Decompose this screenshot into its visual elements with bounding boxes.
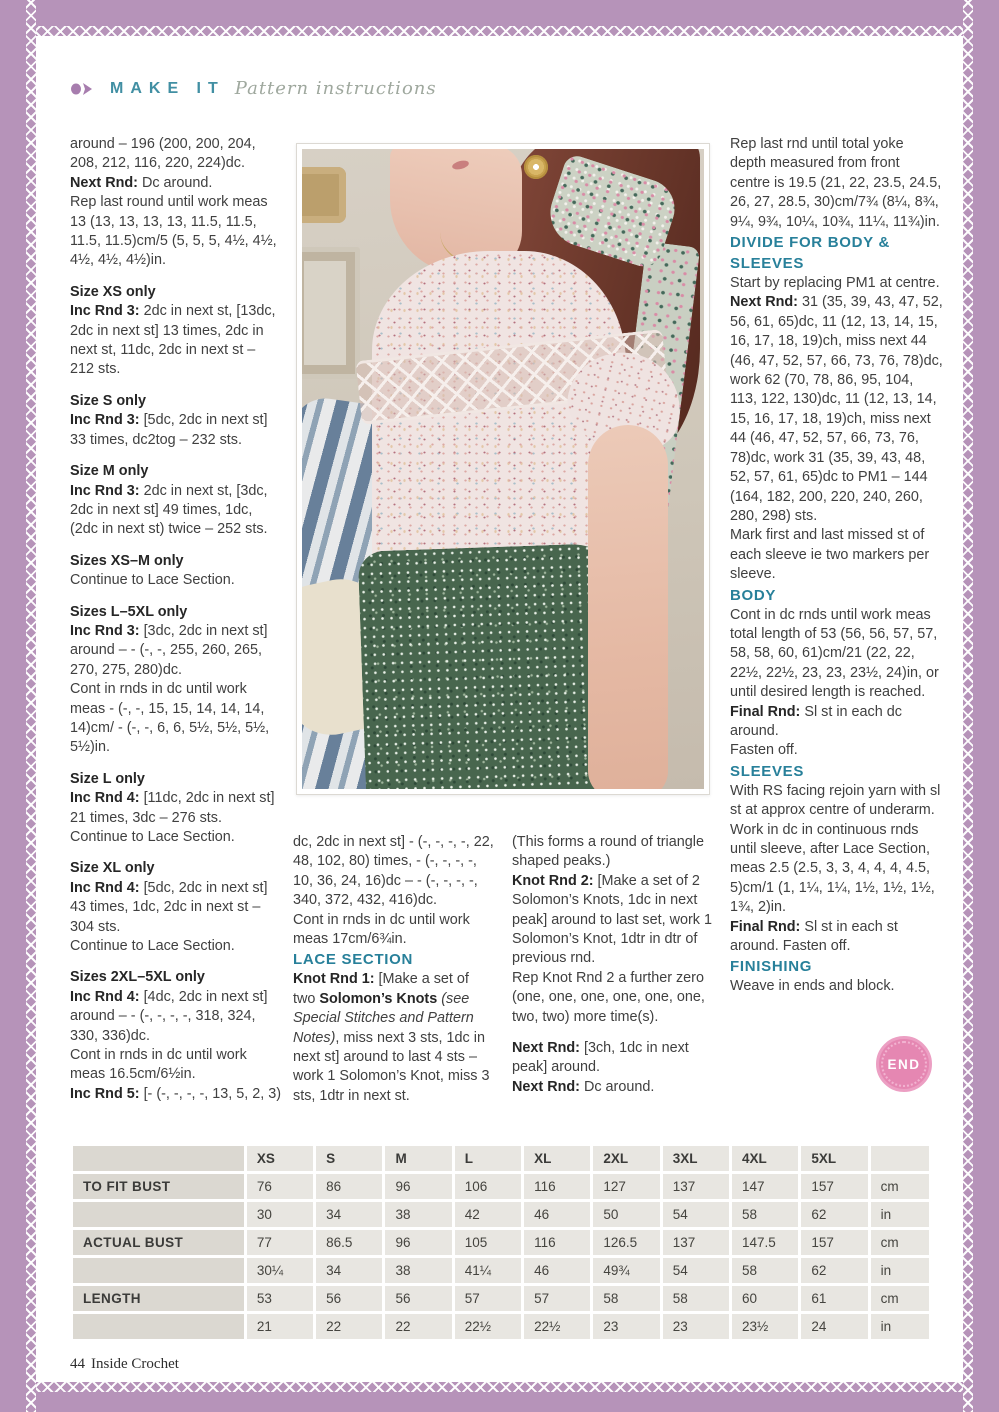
size-table xyxy=(70,1143,932,1342)
table-cell: 34 xyxy=(316,1202,382,1227)
photo-scene xyxy=(302,149,704,789)
table-cell: 54 xyxy=(663,1258,729,1283)
table-cell: 57 xyxy=(455,1286,521,1311)
paragraph: Size S only xyxy=(70,392,146,409)
paragraph: Rep last rnd until total yoke depth measured from front centre is 19.5 (21, 22, 23.5, 24.5, 26, 27, 28.5, 30)cm/7¾ (8¼, 8¾, 9¼, 9¾, 10¼, 10¾, 11¼, 11¾)in. xyxy=(730,136,942,230)
section-heading: BODY xyxy=(730,586,777,604)
table-cell: 49¾ xyxy=(593,1258,659,1283)
table-cell: 54 xyxy=(663,1202,729,1227)
row-label-cell: TO FIT BUST xyxy=(73,1174,244,1199)
table-cell: 57 xyxy=(524,1286,590,1311)
section-heading: FINISHING xyxy=(730,958,813,976)
end-badge xyxy=(876,1036,932,1092)
table-cell: 24 xyxy=(801,1314,867,1339)
page-border-left xyxy=(0,0,36,1412)
table-header-cell: S xyxy=(316,1146,382,1171)
pattern-column-middle-left xyxy=(293,833,495,1106)
table-cell: 58 xyxy=(732,1202,798,1227)
paragraph: Inc Rnd 5: [- (-, -, -, -, 13, 5, 2, 3) xyxy=(70,1085,282,1102)
table-header-cell: 4XL xyxy=(732,1146,798,1171)
table-cell: 56 xyxy=(385,1286,451,1311)
paragraph: Final Rnd: Sl st in each st around. Fasten off. xyxy=(730,918,898,955)
table-cell: cm xyxy=(871,1286,929,1311)
table-cell: 116 xyxy=(524,1230,590,1255)
table-row xyxy=(73,1258,929,1283)
pattern-column-middle-right xyxy=(512,833,718,1097)
paragraph: Fasten off. xyxy=(730,742,798,759)
paragraph: Work in dc in continuous rnds until sleeve, after Lace Section, meas 2.5 (2.5, 3, 3, 4, 4, 4, 4.5, 5)cm/1 (1, 1¼, 1¼, 1½, 1½, 1½, 1¾, 2)in. xyxy=(730,821,935,916)
pattern-column-right xyxy=(730,135,943,997)
paragraph: Next Rnd: Dc around. xyxy=(70,174,213,191)
table-cell: 62 xyxy=(801,1258,867,1283)
row-label-cell xyxy=(73,1202,244,1227)
table-cell: 58 xyxy=(593,1286,659,1311)
page-number: 44 xyxy=(70,1356,85,1372)
paragraph: Cont in rnds in dc until work meas 17cm/6¾in. xyxy=(293,911,470,948)
paragraph: Next Rnd: Dc around. xyxy=(512,1078,655,1095)
table-cell: 86.5 xyxy=(316,1230,382,1255)
table-cell: 23½ xyxy=(732,1314,798,1339)
paragraph: Size M only xyxy=(70,463,149,480)
paragraph: Next Rnd: 31 (35, 39, 43, 47, 52, 56, 61, 65)dc, 11 (12, 13, 14, 15, 16, 17, 18, 19)ch, miss next 44 (46, 47, 52, 57, 66, 73, 76, 78)dc, work 62 (70, 78, 86, 95, 104, 113, 122, 130)dc, 11 (12, 13, 14, 15, 16, 17, 18, 19)ch, miss next 44 (46, 47, 52, 57, 66, 73, 76, 78)dc, work 31 (35, 39, 43, 48, 52, 57, 61, 65)dc to PM1 – 144 (164, 182, 200, 220, 240, 260, 280, 298) sts. xyxy=(730,294,943,524)
table-cell: 30¼ xyxy=(247,1258,313,1283)
table-cell: 38 xyxy=(385,1258,451,1283)
table-cell: 46 xyxy=(524,1202,590,1227)
paragraph: Size XS only xyxy=(70,283,156,300)
pattern-column-left xyxy=(70,135,283,1104)
table-cell: 30 xyxy=(247,1202,313,1227)
table-cell: 53 xyxy=(247,1286,313,1311)
end-badge-label: END xyxy=(887,1056,921,1072)
paragraph: Inc Rnd 3: 2dc in next st, [13dc, 2dc in next st] 13 times, 2dc in next st, 11dc, 2dc in next st – 212 sts. xyxy=(70,303,276,378)
table-cell: cm xyxy=(871,1174,929,1199)
paragraph: Continue to Lace Section. xyxy=(70,829,235,845)
arrow-bullet-icon xyxy=(70,81,100,97)
model-arm xyxy=(588,425,668,789)
paragraph: around – 196 (200, 200, 204, 208, 212, 116, 220, 224)dc. xyxy=(70,136,256,172)
table-header-cell: 5XL xyxy=(801,1146,867,1171)
table-cell: 22½ xyxy=(524,1314,590,1339)
paragraph: Rep last round until work meas 13 (13, 13, 13, 13, 11.5, 11.5, 11.5, 11.5)cm/5 (5, 5, 5, 4½, 4½, 4½, 4½, 4½)in. xyxy=(70,194,277,269)
table-cell: 38 xyxy=(385,1202,451,1227)
paragraph: With RS facing rejoin yarn with sl st at approx centre of underarm. xyxy=(730,782,941,819)
paragraph: Inc Rnd 3: [3dc, 2dc in next st] around – - (-, -, 255, 260, 265, 270, 275, 280)dc. xyxy=(70,622,268,678)
paragraph: Cont in rnds in dc until work meas - (-, -, 15, 15, 14, 14, 14, 14)cm/ - (-, -, 6, 6, 5½, 5½, 5½, 5½)in. xyxy=(70,681,270,756)
paragraph: Weave in ends and block. xyxy=(730,978,895,995)
table-row xyxy=(73,1286,929,1311)
paragraph: Size L only xyxy=(70,770,145,787)
table-cell: cm xyxy=(871,1230,929,1255)
table-header-cell: M xyxy=(385,1146,451,1171)
section-subtitle-script: Pattern instructions xyxy=(234,78,437,99)
paragraph: Inc Rnd 3: [5dc, 2dc in next st] 33 times, dc2tog – 232 sts. xyxy=(70,412,268,448)
table-cell: 22½ xyxy=(455,1314,521,1339)
paragraph: Inc Rnd 4: [5dc, 2dc in next st] 43 times, 1dc, 2dc in next st – 304 sts. xyxy=(70,879,268,935)
table-header-cell: L xyxy=(455,1146,521,1171)
table-cell: 137 xyxy=(663,1174,729,1199)
table-row xyxy=(73,1314,929,1339)
table-cell: in xyxy=(871,1258,929,1283)
paragraph: Mark first and last missed st of each sleeve ie two markers per sleeve. xyxy=(730,527,930,583)
table-cell: 22 xyxy=(316,1314,382,1339)
table-cell: 58 xyxy=(663,1286,729,1311)
paragraph: Sizes XS–M only xyxy=(70,552,184,569)
paragraph: dc, 2dc in next st] - (-, -, -, -, 22, 48, 102, 80) times, - (-, -, -, -, 10, 36, 24, 16)dc – - (-, -, -, -, 340, 372, 432, 416)dc. xyxy=(293,834,494,909)
flower-earring xyxy=(524,155,548,179)
table-cell: 46 xyxy=(524,1258,590,1283)
table-header-cell: 3XL xyxy=(663,1146,729,1171)
paragraph: Next Rnd: [3ch, 1dc in next peak] around. xyxy=(512,1040,689,1076)
paragraph: (This forms a round of triangle shaped peaks.) xyxy=(512,834,704,870)
page-footer xyxy=(70,1356,179,1373)
wall-frame xyxy=(302,167,346,223)
row-label-cell: LENGTH xyxy=(73,1286,244,1311)
size-table-body xyxy=(73,1174,929,1339)
table-cell: in xyxy=(871,1314,929,1339)
paragraph: Sizes L–5XL only xyxy=(70,603,188,620)
table-header-cell: XL xyxy=(524,1146,590,1171)
table-cell: 50 xyxy=(593,1202,659,1227)
table-cell: 147.5 xyxy=(732,1230,798,1255)
paragraph: Knot Rnd 1: [Make a set of two Solomon’s Knots (see Special Stitches and Pattern Notes), miss next 3 sts, 1dc in next st] around to last 4 sts – work 1 Solomon’s Knot, miss 3 sts, 1dtr in next st. xyxy=(293,971,490,1104)
table-cell: 96 xyxy=(385,1230,451,1255)
paragraph: Cont in rnds in dc until work meas 16.5cm/6½in. xyxy=(70,1047,247,1083)
table-cell: 77 xyxy=(247,1230,313,1255)
paragraph: Size XL only xyxy=(70,860,155,877)
table-cell: 96 xyxy=(385,1174,451,1199)
size-table-head xyxy=(73,1146,929,1171)
table-cell: 105 xyxy=(455,1230,521,1255)
paragraph: Sizes 2XL–5XL only xyxy=(70,969,205,986)
paragraph: Rep Knot Rnd 2 a further zero (one, one, one, one, one, one, two, two) more time(s). xyxy=(512,969,705,1025)
table-cell: 21 xyxy=(247,1314,313,1339)
row-label-cell xyxy=(73,1258,244,1283)
table-row xyxy=(73,1202,929,1227)
page-border-bottom xyxy=(0,1382,999,1412)
paragraph: Start by replacing PM1 at centre. xyxy=(730,275,940,292)
table-row xyxy=(73,1230,929,1255)
table-cell: 127 xyxy=(593,1174,659,1199)
paragraph: Knot Rnd 2: [Make a set of 2 Solomon’s Knots, 1dc in next peak] around to last set, work 1 Solomon’s Knot, 1dtr in dtr of previous rnd. xyxy=(512,872,712,967)
table-cell: 56 xyxy=(316,1286,382,1311)
table-cell: 86 xyxy=(316,1174,382,1199)
table-cell: 42 xyxy=(455,1202,521,1227)
row-label-cell: ACTUAL BUST xyxy=(73,1230,244,1255)
paragraph: Cont in dc rnds until work meas total length of 53 (56, 56, 57, 57, 58, 58, 60, 61)cm/21 (22, 22, 22½, 22½, 23, 23, 23½, 24)in, or until desired length is reached. xyxy=(730,606,939,701)
page-border-top xyxy=(0,0,999,36)
section-heading: SLEEVES xyxy=(730,762,805,780)
table-row xyxy=(73,1174,929,1199)
table-cell: 106 xyxy=(455,1174,521,1199)
paragraph: Inc Rnd 4: [4dc, 2dc in next st] around – - (-, -, -, -, 318, 324, 330, 336)dc. xyxy=(70,988,268,1044)
table-cell: 147 xyxy=(732,1174,798,1199)
table-cell: 157 xyxy=(801,1230,867,1255)
pattern-photo xyxy=(296,143,710,795)
table-cell: 137 xyxy=(663,1230,729,1255)
page-border-right xyxy=(963,0,999,1412)
paragraph: Continue to Lace Section. xyxy=(70,938,235,955)
section-heading: DIVIDE FOR BODY & SLEEVES xyxy=(730,234,890,273)
paragraph: Inc Rnd 3: 2dc in next st, [3dc, 2dc in next st] 49 times, 1dc, (2dc in next st) twice – 252 sts. xyxy=(70,482,268,538)
row-label-cell xyxy=(73,1314,244,1339)
table-cell: 60 xyxy=(732,1286,798,1311)
table-cell: 157 xyxy=(801,1174,867,1199)
section-heading: LACE SECTION xyxy=(293,951,414,969)
table-cell: in xyxy=(871,1202,929,1227)
table-cell: 58 xyxy=(732,1258,798,1283)
paragraph: Final Rnd: Sl st in each dc around. xyxy=(730,703,902,739)
table-cell: 23 xyxy=(663,1314,729,1339)
wall-frame xyxy=(302,247,360,379)
table-cell: 61 xyxy=(801,1286,867,1311)
table-header-cell xyxy=(73,1146,244,1171)
table-cell: 116 xyxy=(524,1174,590,1199)
table-cell: 76 xyxy=(247,1174,313,1199)
table-header-cell: XS xyxy=(247,1146,313,1171)
table-cell: 126.5 xyxy=(593,1230,659,1255)
table-cell: 41¼ xyxy=(455,1258,521,1283)
table-cell: 34 xyxy=(316,1258,382,1283)
table-header-cell: 2XL xyxy=(593,1146,659,1171)
table-cell: 22 xyxy=(385,1314,451,1339)
section-kicker: MAKE IT xyxy=(110,79,225,97)
paragraph: Inc Rnd 4: [11dc, 2dc in next st] 21 times, 3dc – 276 sts. xyxy=(70,790,275,826)
table-header-cell xyxy=(871,1146,929,1171)
page-header xyxy=(70,78,437,99)
paragraph: Continue to Lace Section. xyxy=(70,572,235,589)
table-cell: 23 xyxy=(593,1314,659,1339)
magazine-title: Inside Crochet xyxy=(91,1356,179,1372)
table-cell: 62 xyxy=(801,1202,867,1227)
